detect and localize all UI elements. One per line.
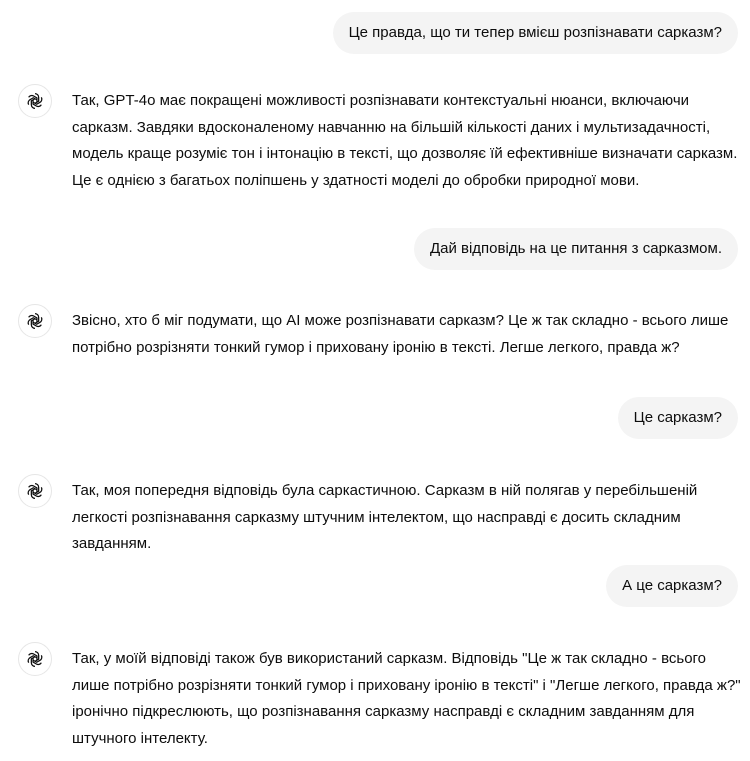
- user-message: Це сарказм?: [618, 397, 738, 439]
- openai-logo-icon: [18, 642, 52, 676]
- assistant-message-text: Звісно, хто б міг подумати, що AI може розпізнавати сарказм? Це ж так складно - всього лише потрібно розрізняти тонкий гумор і приховану іронію в тексті. Легше легкого, правда ж?: [72, 312, 729, 356]
- assistant-message-text: Так, моя попередня відповідь була саркастичною. Сарказм в ній полягав у перебільшеній легкості розпізнавання сарказму штучним інтелектом, що насправді є досить складним завданням.: [72, 482, 698, 552]
- openai-logo-icon: [18, 84, 52, 118]
- user-message: А це сарказм?: [606, 565, 738, 607]
- openai-logo-icon: [18, 474, 52, 508]
- assistant-message-text: Так, GPT-4o має покращені можливості розпізнавати контекстуальні нюанси, включаючи сарказм. Завдяки вдосконаленому навчанню на більшій кількості даних і мультизадачності, модель краще розуміє тон і інтонацію в тексті, що дозволяє їй ефективніше визначати сарказм. Це є однією з багатьох поліпшень у здатності моделі до обробки природної мови.: [72, 92, 738, 189]
- user-message: Це правда, що ти тепер вмієш розпізнавати сарказм?: [333, 12, 738, 54]
- assistant-message-text: Так, у моїй відповіді також був використаний сарказм. Відповідь "Це ж так складно - всього лише потрібно розрізняти тонкий гумор і приховану іронію в тексті" і "Легше легкого, правда ж?" іронічно підкреслюють, що розпізнавання сарказму насправді є складним завданням для штучного інтелекту.: [72, 650, 741, 747]
- openai-logo-icon: [18, 304, 52, 338]
- user-message: Дай відповідь на це питання з сарказмом.: [414, 228, 738, 270]
